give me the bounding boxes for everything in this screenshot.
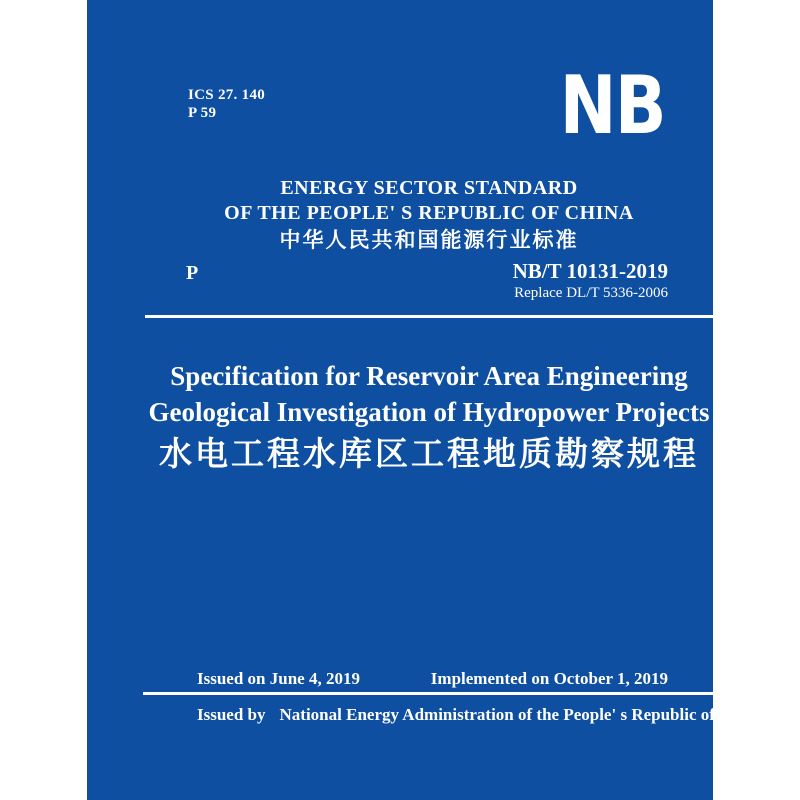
ics-code: ICS 27. 140 bbox=[188, 87, 266, 103]
issued-on-date: Issued on June 4, 2019 bbox=[197, 669, 360, 688]
implemented-on-date: Implemented on October 1, 2019 bbox=[430, 669, 668, 688]
doc-class-letter: P bbox=[186, 262, 199, 284]
issued-by-row bbox=[197, 705, 764, 725]
doc-class-code: P 59 bbox=[188, 104, 217, 121]
standard-number: NB/T 10131-2019 bbox=[512, 259, 668, 283]
ics-block bbox=[188, 87, 265, 122]
title-en-line-2: Geological Investigation of Hydropower Projects bbox=[148, 397, 710, 427]
issued-by-label: Issued by bbox=[197, 705, 266, 724]
issue-dates-row bbox=[145, 670, 668, 687]
standard-header bbox=[145, 176, 713, 254]
header-line-cn: 中华人民共和国能源行业标准 bbox=[279, 228, 579, 252]
header-line-2: OF THE PEOPLE' S REPUBLIC OF CHINA bbox=[224, 202, 634, 224]
footer-divider-line bbox=[143, 692, 713, 695]
replaces-note: Replace DL/T 5336-2006 bbox=[514, 285, 668, 301]
nb-logo: NB bbox=[559, 59, 665, 152]
title-cn: 水电工程水库区工程地质勘察规程 bbox=[159, 434, 699, 473]
cover-page bbox=[87, 0, 764, 800]
issued-by-value: National Energy Administration of the People' s Republic of China bbox=[279, 705, 764, 724]
title-en-line-1: Specification for Reservoir Area Engineering bbox=[170, 361, 688, 391]
header-line-1: ENERGY SECTOR STANDARD bbox=[280, 177, 578, 199]
title-block bbox=[145, 358, 713, 476]
header-divider-line bbox=[145, 315, 713, 318]
